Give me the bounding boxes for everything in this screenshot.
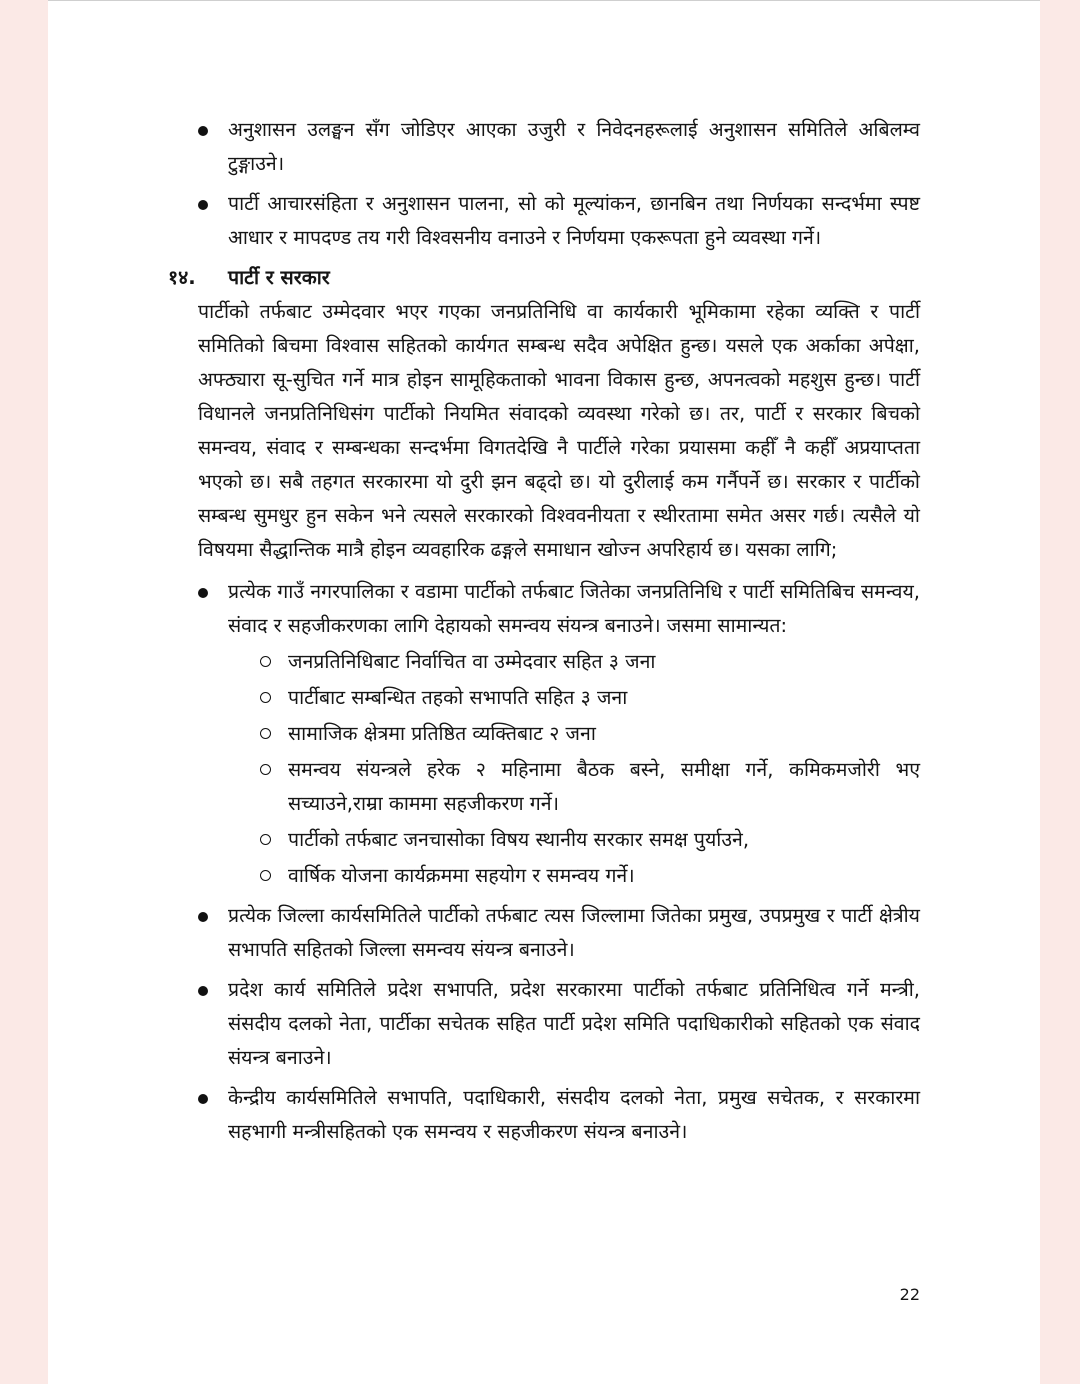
sub-bullet-item: पार्टीबाट सम्बन्धित तहको सभापति सहित ३ जना	[260, 681, 920, 715]
sub-bullet-item: जनप्रतिनिधिबाट निर्वाचित वा उम्मेदवार सहित ३ जना	[260, 645, 920, 679]
page-content	[168, 113, 920, 1155]
sub-bullet-item: सामाजिक क्षेत्रमा प्रतिष्ठित व्यक्तिबाट २ जना	[260, 717, 920, 751]
sub-bullet-item: वार्षिक योजना कार्यक्रममा सहयोग र समन्वय गर्ने।	[260, 859, 920, 893]
section-paragraph: पार्टीको तर्फबाट उम्मेदवार भएर गएका जनप्रतिनिधि वा कार्यकारी भूमिकामा रहेका व्यक्ति र पार्टी समितिको बिचमा विश्वास सहितको कार्यगत सम्बन्ध सदैव अपेक्षित हुन्छ। यसले एक अर्काका अपेक्षा, अफ्ठ्यारा सू-सुचित गर्ने मात्र होइन सामूहिकताको भावना विकास हुन्छ, अपनत्वको महशुस हुन्छ। पार्टी विधानले जनप्रतिनिधिसंग पार्टीको नियमित संवादको व्यवस्था गरेको छ। तर, पार्टी र सरकार बिचको समन्वय, संवाद र सम्बन्धका सन्दर्भमा विगतदेखि नै पार्टीले गरेका प्रयासमा कहीँ नै कहीँ अप्रयाप्तता भएको छ। सबै तहगत सरकारमा यो दुरी झन बढ्दो छ। यो दुरीलाई कम गर्नैपर्ने छ। सरकार र पार्टीको सम्बन्ध सुमधुर हुन सकेन भने त्यसले सरकारको विश्ववनीयता र स्थीरतामा समेत असर गर्छ। त्यसैले यो विषयमा सैद्धान्तिक मात्रै होइन व्यवहारिक ढङ्गले समाधान खोज्न अपरिहार्य छ। यसका लागि;	[198, 300, 920, 561]
bullet-item: प्रदेश कार्य समितिले प्रदेश सभापति, प्रदेश सरकारमा पार्टीको तर्फबाट प्रतिनिधित्व गर्ने मन्त्री, संसदीय दलको नेता, पार्टीका सचेतक सहित पार्टी प्रदेश समिति पदाधिकारीको सहितको एक संवाद संयन्त्र बनाउने।	[198, 973, 920, 1075]
sub-bullet-list	[260, 645, 920, 893]
bullet-item: प्रत्येक जिल्ला कार्यसमितिले पार्टीको तर्फबाट त्यस जिल्लामा जितेका प्रमुख, उपप्रमुख र पार्टी क्षेत्रीय सभापति सहितको जिल्ला समन्वय संयन्त्र बनाउने।	[198, 899, 920, 967]
section-heading	[168, 261, 920, 295]
section-title: पार्टी र सरकार	[228, 266, 330, 289]
bullet-item: पार्टी आचारसंहिता र अनुशासन पालना, सो को मूल्यांकन, छानबिन तथा निर्णयका सन्दर्भमा स्पष्ट आधार र मापदण्ड तय गरी विश्वसनीय वनाउने र निर्णयमा एकरूपता हुने व्यवस्था गर्ने।	[198, 187, 920, 255]
bullet-item: अनुशासन उलङ्घन सँग जोडिएर आएका उजुरी र निवेदनहरूलाई अनुशासन समितिले अबिलम्व टुङ्गाउने।	[198, 113, 920, 181]
bullet-item: केन्द्रीय कार्यसमितिले सभापति, पदाधिकारी, संसदीय दलको नेता, प्रमुख सचेतक, र सरकारमा सहभागी मन्त्रीसहितको एक समन्वय र सहजीकरण संयन्त्र बनाउने।	[198, 1081, 920, 1149]
page-number: 22	[899, 1285, 920, 1304]
sub-bullet-item: समन्वय संयन्त्रले हरेक २ महिनामा बैठक बस्ने, समीक्षा गर्ने, कमिकमजोरी भए सच्याउने,राम्रा काममा सहजीकरण गर्ने।	[260, 753, 920, 821]
section-bullet-list	[198, 575, 920, 1149]
top-bullet-list	[198, 113, 920, 255]
section-number: १४.	[168, 266, 196, 289]
sub-bullet-item: पार्टीको तर्फबाट जनचासोका विषय स्थानीय सरकार समक्ष पुर्याउने,	[260, 823, 920, 857]
bullet-text: प्रत्येक गाउँ नगरपालिका र वडामा पार्टीको तर्फबाट जितेका जनप्रतिनिधि र पार्टी समितिबिच समन्वय, संवाद र सहजीकरणका लागि देहायको समन्वय संयन्त्र बनाउने। जसमा सामान्यत:	[228, 580, 920, 637]
bullet-item	[198, 575, 920, 893]
document-page	[48, 0, 1040, 1384]
